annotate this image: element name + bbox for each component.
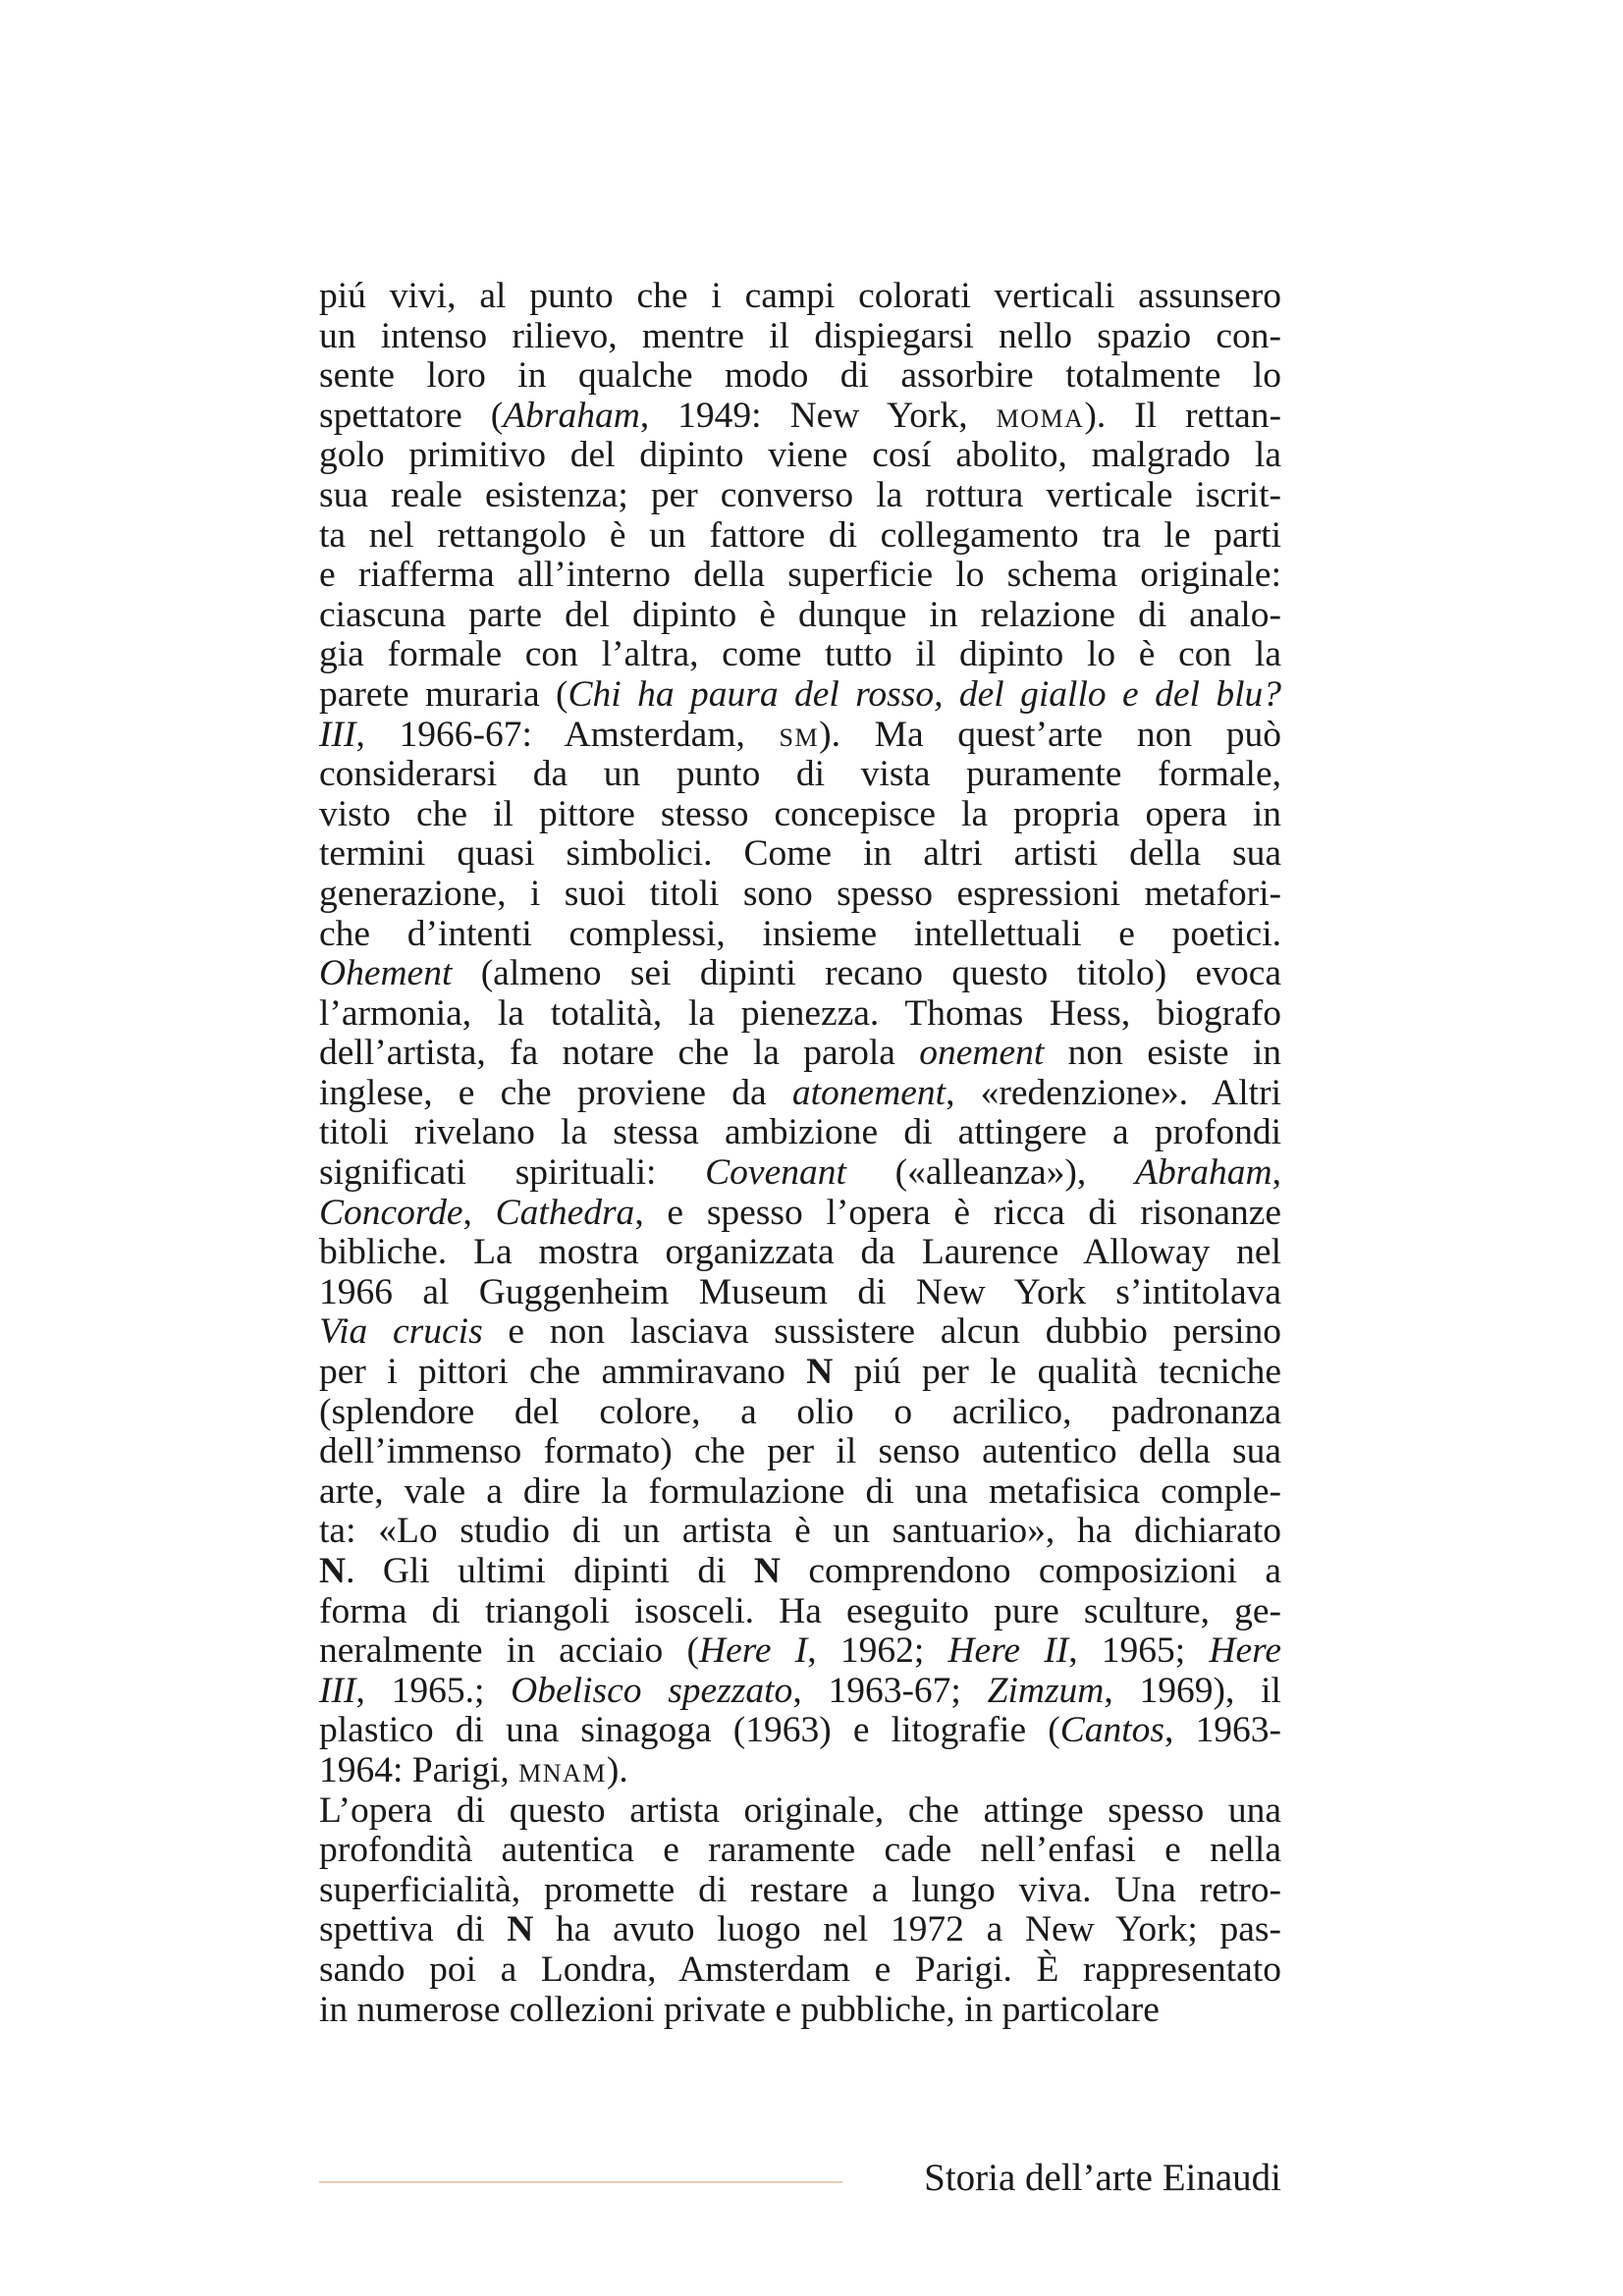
text-run: forma di triangoli isosceli. Ha eseguito pure sculture, ge- [319,1590,1281,1631]
text-run: bibliche. La mostra organizzata da Laurence Alloway nel [319,1232,1281,1273]
text-run: ta nel rettangolo è un fattore di collegamento tra le parti [319,514,1281,556]
text-run: , «redenzione». Altri [946,1072,1281,1113]
text-run: in numerose collezioni private e pubbliche, in particolare [319,1989,1160,2030]
italic-run: atonement [791,1072,947,1113]
text-run: dell’immenso formato) che per il senso autentico della sua [319,1431,1281,1472]
text-run: un intenso rilievo, mentre il dispiegarsi nello spazio con- [319,315,1281,356]
italic-run: Obelisco spezzato [511,1670,793,1711]
text-run: ta: «Lo studio di un artista è un santuario», ha dichiarato [319,1511,1281,1552]
text-line [319,1831,1281,1871]
italic-run: Here I [699,1630,808,1672]
italic-run: Cathedra [495,1192,635,1233]
text-line [319,1552,1281,1592]
text-run: neralmente in acciaio ( [319,1630,699,1672]
italic-run: III [319,1670,356,1711]
text-line [319,277,1281,317]
text-line [319,834,1281,875]
text-run: profondità autentica e raramente cade nell’enfasi e nella [319,1830,1281,1871]
text-line [319,1950,1281,1991]
text-line [319,994,1281,1035]
text-line [319,1273,1281,1313]
text-line [319,1034,1281,1074]
italic-run: Covenant [705,1152,846,1194]
text-run: , 1963- [1163,1710,1281,1751]
text-line [319,1791,1281,1832]
italic-run: Cantos [1059,1710,1164,1751]
text-run: , [1271,1152,1281,1194]
italic-run: Here II [947,1630,1069,1672]
text-run: sua reale esistenza; per converso la rottura verticale iscrit- [319,474,1281,515]
text-line [319,1751,1281,1791]
text-run: gia formale con l’altra, come tutto il dipinto lo è con la [319,634,1281,675]
text-line [319,795,1281,835]
text-run: generazione, i suoi titoli sono spesso espressioni metafori- [319,873,1281,914]
italic-run: Zimzum [987,1670,1105,1711]
italic-run: Abraham [503,395,640,436]
text-run: comprendono composizioni a [781,1551,1281,1591]
text-run: ). [606,1749,628,1790]
text-run: , 1965.; [355,1670,512,1711]
italic-run: III [319,714,356,755]
smallcaps-run: sm [779,714,820,755]
footer-rule [319,2181,842,2183]
text-run: ha avuto luogo nel 1972 a New York; pas- [533,1909,1281,1950]
text-run: spettatore ( [319,395,504,436]
text-run: arte, vale a dire la formulazione di una metafisica comple- [319,1470,1281,1512]
text-run: 1964: Parigi, [319,1749,519,1790]
text-run: significati spirituali: [319,1152,706,1194]
text-line [319,675,1281,716]
italic-run: onement [919,1033,1045,1074]
text-run: termini quasi simbolici. Come in altri artisti della sua [319,833,1281,875]
text-line [319,1631,1281,1672]
text-run: («alleanza»), [845,1152,1136,1194]
text-run: superficialità, promette di restare a lungo viva. Una retro- [319,1869,1281,1910]
text-run: , 1966-67: Amsterdam, [355,714,780,755]
text-run: plastico di una sinagoga (1963) e litografie ( [319,1710,1060,1751]
italic-run: Here [1209,1630,1281,1672]
text-run: e riafferma all’interno della superficie lo schema originale: [319,555,1281,596]
text-run: visto che il pittore stesso concepisce la propria opera in [319,793,1281,834]
text-line [319,755,1281,795]
text-line [319,1153,1281,1194]
text-line [319,1512,1281,1552]
text-line [319,1194,1281,1234]
text-line [319,1353,1281,1393]
text-line [319,317,1281,357]
bold-run: N [319,1551,347,1591]
text-run: l’armonia, la totalità, la pienezza. Thomas Hess, biografo [319,992,1281,1034]
bold-run: N [507,1909,534,1950]
text-line [319,1711,1281,1751]
text-run: (almeno sei dipinti recano questo titolo) evoca [452,953,1281,994]
text-line [319,556,1281,596]
text-run: , e spesso l’opera è ricca di risonanze [634,1192,1281,1233]
text-line [319,1393,1281,1433]
text-line [319,596,1281,636]
text-line [319,1074,1281,1114]
text-line [319,954,1281,994]
text-line [319,1432,1281,1472]
bold-run: N [753,1551,781,1591]
text-run: spettiva di [319,1909,508,1950]
text-line [319,875,1281,915]
text-run: sente loro in qualche modo di assorbire totalmente lo [319,355,1281,397]
text-line [319,436,1281,476]
text-run: e non lasciava sussistere alcun dubbio persino [482,1311,1282,1353]
italic-run: Concorde [319,1192,463,1233]
text-run: non esiste in [1044,1033,1281,1074]
text-line [319,516,1281,557]
italic-run: Abraham [1135,1152,1272,1194]
smallcaps-run: moma [996,395,1085,436]
text-run: titoli rivelano la stessa ambizione di attingere a profondi [319,1112,1281,1153]
italic-run: Ohement [319,953,453,994]
footer-title: Storia dell’arte Einaudi [924,2157,1281,2199]
text-run: che d’intenti complessi, insieme intellettuali e poetici. [319,913,1281,954]
text-run: inglese, e che proviene da [319,1072,792,1113]
text-run: , 1965; [1068,1630,1210,1672]
text-run: 1966 al Guggenheim Museum di New York s’intitolava [319,1271,1281,1312]
text-line [319,1312,1281,1353]
text-run: dell’artista, fa notare che la parola [319,1033,920,1074]
text-line [319,1472,1281,1513]
text-line [319,1672,1281,1712]
italic-run: Chi ha paura del rosso, del giallo e del blu? [568,673,1281,715]
text-run: sando poi a Londra, Amsterdam e Parigi. È rappresentato [319,1949,1281,1990]
text-run: (splendore del colore, a olio o acrilico, padronanza [319,1391,1281,1432]
text-run: ). Il rettan- [1084,395,1281,436]
text-line [319,476,1281,516]
text-run: , 1969), il [1104,1670,1281,1711]
text-line [319,397,1281,437]
text-run: ). Ma quest’arte non può [819,714,1281,755]
text-run: , 1949: New York, [639,395,997,436]
smallcaps-run: mnam [518,1749,607,1790]
body-text [319,277,1281,2030]
text-line [319,1991,1281,2031]
text-run: , 1963-67; [792,1670,988,1711]
text-run: piú vivi, al punto che i campi colorati verticali assunsero [319,276,1281,316]
text-run: golo primitivo del dipinto viene cosí abolito, malgrado la [319,435,1281,476]
text-line [319,356,1281,397]
text-run: considerarsi da un punto di vista puramente formale, [319,754,1281,795]
text-run: piú per le qualità tecniche [833,1352,1281,1393]
text-line [319,716,1281,756]
text-run: parete muraria ( [319,673,568,715]
text-run: per i pittori che ammiravano [319,1352,807,1393]
text-line [319,915,1281,955]
text-line [319,1113,1281,1153]
text-line [319,1592,1281,1632]
text-line [319,1233,1281,1273]
text-line [319,1871,1281,1911]
text-run: , 1962; [807,1630,948,1672]
text-line [319,1910,1281,1950]
text-run: ciascuna parte del dipinto è dunque in relazione di analo- [319,594,1281,635]
text-run: , [462,1192,496,1233]
text-run: . Gli ultimi dipinti di [346,1551,754,1591]
text-run: L’opera di questo artista originale, che attinge spesso una [319,1789,1281,1831]
bold-run: N [806,1352,834,1393]
text-line [319,635,1281,675]
italic-run: Via crucis [319,1311,483,1353]
